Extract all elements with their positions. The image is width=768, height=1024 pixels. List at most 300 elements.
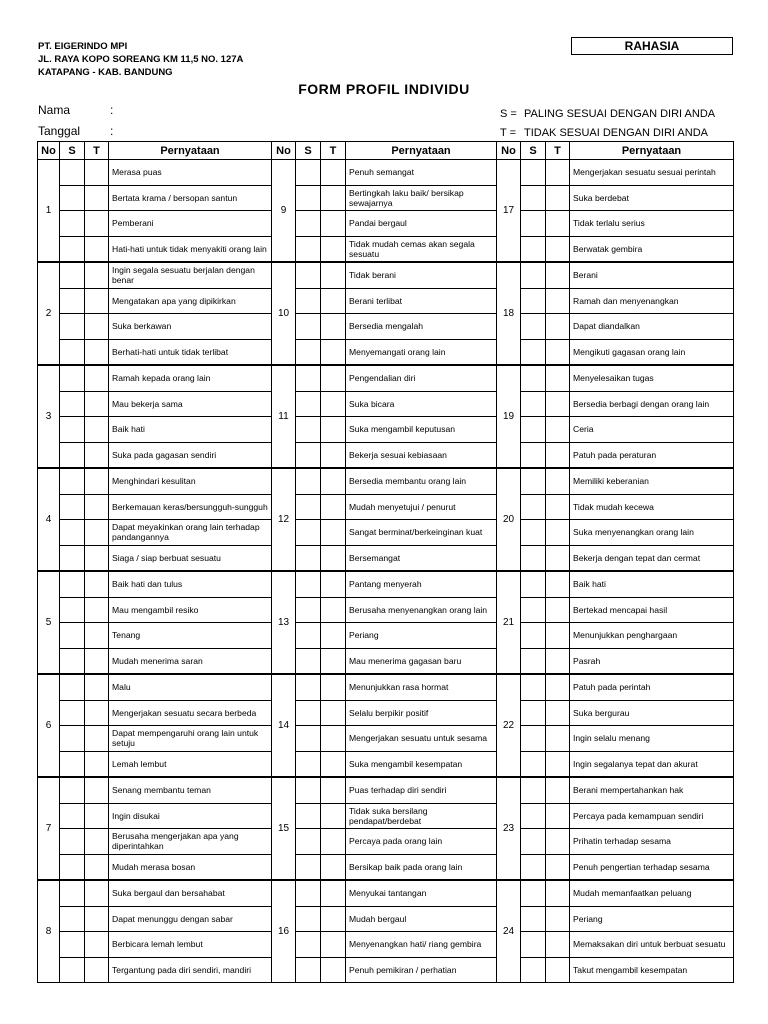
checkbox-t[interactable] — [321, 777, 346, 803]
statement-text: Berkemauan keras/bersungguh-sungguh — [109, 494, 272, 520]
checkbox-s[interactable] — [296, 623, 321, 649]
checkbox-t[interactable] — [546, 417, 570, 443]
checkbox-s[interactable] — [521, 906, 546, 932]
checkbox-t[interactable] — [85, 726, 109, 752]
checkbox-t[interactable] — [546, 726, 570, 752]
checkbox-t[interactable] — [321, 365, 346, 391]
checkbox-t[interactable] — [85, 880, 109, 906]
table-row — [38, 365, 734, 391]
checkbox-t[interactable] — [546, 803, 570, 829]
checkbox-t[interactable] — [546, 777, 570, 803]
checkbox-s[interactable] — [521, 442, 546, 468]
checkbox-s[interactable] — [521, 160, 546, 186]
checkbox-s[interactable] — [60, 777, 85, 803]
legend-t — [500, 127, 708, 139]
checkbox-s[interactable] — [296, 288, 321, 314]
statement-text: Senang membantu teman — [109, 777, 272, 803]
checkbox-s[interactable] — [60, 648, 85, 674]
checkbox-s[interactable] — [60, 854, 85, 880]
checkbox-t[interactable] — [546, 262, 570, 288]
checkbox-s[interactable] — [60, 365, 85, 391]
statement-text: Periang — [570, 906, 734, 932]
checkbox-s[interactable] — [521, 932, 546, 958]
checkbox-t[interactable] — [85, 160, 109, 186]
checkbox-s[interactable] — [296, 957, 321, 983]
checkbox-t[interactable] — [546, 391, 570, 417]
checkbox-s[interactable] — [521, 391, 546, 417]
checkbox-t[interactable] — [85, 777, 109, 803]
header-s: S — [521, 142, 546, 160]
table-row — [38, 520, 734, 546]
checkbox-t[interactable] — [85, 314, 109, 340]
checkbox-t[interactable] — [85, 365, 109, 391]
checkbox-t[interactable] — [85, 288, 109, 314]
checkbox-s[interactable] — [296, 597, 321, 623]
group-number: 24 — [497, 880, 521, 983]
checkbox-s[interactable] — [521, 236, 546, 262]
checkbox-s[interactable] — [521, 700, 546, 726]
checkbox-s[interactable] — [296, 262, 321, 288]
checkbox-s[interactable] — [60, 442, 85, 468]
checkbox-s[interactable] — [296, 906, 321, 932]
statement-text: Berani terlibat — [346, 288, 497, 314]
checkbox-t[interactable] — [321, 494, 346, 520]
checkbox-s[interactable] — [296, 339, 321, 365]
statement-text: Tenang — [109, 623, 272, 649]
checkbox-s[interactable] — [521, 597, 546, 623]
statement-text: Bertata krama / bersopan santun — [109, 185, 272, 211]
checkbox-t[interactable] — [85, 417, 109, 443]
checkbox-t[interactable] — [85, 751, 109, 777]
checkbox-s[interactable] — [60, 597, 85, 623]
checkbox-s[interactable] — [60, 674, 85, 700]
checkbox-t[interactable] — [85, 185, 109, 211]
tanggal-label: Tanggal — [38, 124, 81, 138]
header-no: No — [38, 142, 60, 160]
checkbox-t[interactable] — [546, 571, 570, 597]
statement-text: Siaga / siap berbuat sesuatu — [109, 545, 272, 571]
checkbox-t[interactable] — [321, 751, 346, 777]
company-address-line1: JL. RAYA KOPO SOREANG KM 11,5 NO. 127A — [38, 54, 244, 65]
checkbox-t[interactable] — [546, 339, 570, 365]
checkbox-s[interactable] — [296, 160, 321, 186]
checkbox-s[interactable] — [521, 880, 546, 906]
checkbox-s[interactable] — [296, 700, 321, 726]
checkbox-s[interactable] — [296, 751, 321, 777]
checkbox-t[interactable] — [546, 288, 570, 314]
checkbox-s[interactable] — [296, 494, 321, 520]
table-body — [38, 160, 734, 983]
group-number: 14 — [272, 674, 296, 777]
statement-text: Mudah memanfaatkan peluang — [570, 880, 734, 906]
statement-text: Bersedia berbagi dengan orang lain — [570, 391, 734, 417]
checkbox-t[interactable] — [546, 520, 570, 546]
checkbox-s[interactable] — [521, 211, 546, 237]
checkbox-t[interactable] — [321, 288, 346, 314]
group-number: 4 — [38, 468, 60, 571]
checkbox-s[interactable] — [60, 623, 85, 649]
checkbox-s[interactable] — [60, 236, 85, 262]
checkbox-s[interactable] — [60, 906, 85, 932]
table-row — [38, 571, 734, 597]
statement-text: Bersikap baik pada orang lain — [346, 854, 497, 880]
checkbox-s[interactable] — [521, 674, 546, 700]
checkbox-t[interactable] — [85, 854, 109, 880]
table-row — [38, 262, 734, 288]
checkbox-t[interactable] — [546, 854, 570, 880]
checkbox-s[interactable] — [60, 494, 85, 520]
statement-text: Berwatak gembira — [570, 236, 734, 262]
checkbox-s[interactable] — [521, 185, 546, 211]
checkbox-t[interactable] — [85, 545, 109, 571]
statement-text: Bekerja dengan tepat dan cermat — [570, 545, 734, 571]
tanggal-field[interactable] — [38, 124, 114, 138]
table-row — [38, 906, 734, 932]
checkbox-s[interactable] — [521, 726, 546, 752]
checkbox-t[interactable] — [321, 854, 346, 880]
legend-t-key: T = — [500, 127, 517, 139]
checkbox-s[interactable] — [296, 185, 321, 211]
checkbox-t[interactable] — [321, 339, 346, 365]
statement-text: Pantang menyerah — [346, 571, 497, 597]
checkbox-s[interactable] — [296, 880, 321, 906]
checkbox-s[interactable] — [296, 777, 321, 803]
statement-text: Periang — [346, 623, 497, 649]
statement-text: Ramah dan menyenangkan — [570, 288, 734, 314]
table-row — [38, 288, 734, 314]
checkbox-t[interactable] — [321, 211, 346, 237]
checkbox-t[interactable] — [321, 700, 346, 726]
checkbox-t[interactable] — [546, 236, 570, 262]
legend-s-text: PALING SESUAI DENGAN DIRI ANDA — [524, 108, 716, 120]
checkbox-s[interactable] — [296, 391, 321, 417]
group-number: 12 — [272, 468, 296, 571]
checkbox-t[interactable] — [321, 803, 346, 829]
statement-text: Baik hati — [109, 417, 272, 443]
checkbox-t[interactable] — [85, 494, 109, 520]
checkbox-s[interactable] — [60, 700, 85, 726]
statement-text: Berani — [570, 262, 734, 288]
table-row — [38, 391, 734, 417]
statement-text: Pandai bergaul — [346, 211, 497, 237]
checkbox-t[interactable] — [546, 211, 570, 237]
checkbox-t[interactable] — [321, 417, 346, 443]
statement-text: Bersedia membantu orang lain — [346, 468, 497, 494]
statement-text: Dapat menunggu dengan sabar — [109, 906, 272, 932]
group-number: 2 — [38, 262, 60, 365]
checkbox-s[interactable] — [60, 262, 85, 288]
checkbox-s[interactable] — [521, 339, 546, 365]
statement-text: Mengikuti gagasan orang lain — [570, 339, 734, 365]
checkbox-t[interactable] — [546, 880, 570, 906]
checkbox-s[interactable] — [60, 339, 85, 365]
checkbox-t[interactable] — [321, 545, 346, 571]
table-row — [38, 211, 734, 237]
checkbox-t[interactable] — [85, 520, 109, 546]
checkbox-s[interactable] — [521, 777, 546, 803]
statement-text: Berusaha mengerjakan apa yang diperintahkan — [109, 829, 272, 855]
checkbox-s[interactable] — [60, 880, 85, 906]
statement-text: Percaya pada kemampuan sendiri — [570, 803, 734, 829]
checkbox-t[interactable] — [321, 468, 346, 494]
checkbox-t[interactable] — [321, 520, 346, 546]
checkbox-s[interactable] — [60, 829, 85, 855]
checkbox-t[interactable] — [321, 262, 346, 288]
checkbox-s[interactable] — [296, 932, 321, 958]
checkbox-t[interactable] — [85, 442, 109, 468]
checkbox-t[interactable] — [546, 829, 570, 855]
checkbox-t[interactable] — [546, 442, 570, 468]
group-number: 8 — [38, 880, 60, 983]
table-row — [38, 623, 734, 649]
checkbox-s[interactable] — [296, 854, 321, 880]
group-number: 22 — [497, 674, 521, 777]
checkbox-t[interactable] — [321, 623, 346, 649]
checkbox-s[interactable] — [60, 571, 85, 597]
checkbox-t[interactable] — [321, 597, 346, 623]
group-number: 19 — [497, 365, 521, 468]
header-no: No — [272, 142, 296, 160]
checkbox-t[interactable] — [85, 803, 109, 829]
statement-text: Ingin disukai — [109, 803, 272, 829]
checkbox-t[interactable] — [321, 726, 346, 752]
checkbox-t[interactable] — [546, 545, 570, 571]
checkbox-t[interactable] — [85, 236, 109, 262]
checkbox-s[interactable] — [296, 829, 321, 855]
checkbox-t[interactable] — [85, 957, 109, 983]
statement-text: Tidak mudah kecewa — [570, 494, 734, 520]
table-row — [38, 854, 734, 880]
checkbox-t[interactable] — [321, 236, 346, 262]
checkbox-t[interactable] — [321, 674, 346, 700]
checkbox-t[interactable] — [85, 829, 109, 855]
checkbox-s[interactable] — [296, 520, 321, 546]
table-row — [38, 726, 734, 752]
checkbox-t[interactable] — [85, 391, 109, 417]
statement-text: Mau menerima gagasan baru — [346, 648, 497, 674]
statement-text: Tidak suka bersilang pendapat/berdebat — [346, 803, 497, 829]
checkbox-s[interactable] — [60, 391, 85, 417]
checkbox-s[interactable] — [296, 674, 321, 700]
checkbox-t[interactable] — [321, 314, 346, 340]
checkbox-s[interactable] — [60, 957, 85, 983]
statement-text: Baik hati dan tulus — [109, 571, 272, 597]
checkbox-t[interactable] — [85, 262, 109, 288]
checkbox-s[interactable] — [521, 803, 546, 829]
checkbox-s[interactable] — [296, 236, 321, 262]
checkbox-s[interactable] — [60, 520, 85, 546]
statement-text: Baik hati — [570, 571, 734, 597]
group-number: 18 — [497, 262, 521, 365]
checkbox-t[interactable] — [321, 880, 346, 906]
statement-text: Bertekad mencapai hasil — [570, 597, 734, 623]
checkbox-t[interactable] — [85, 932, 109, 958]
checkbox-t[interactable] — [546, 597, 570, 623]
checkbox-t[interactable] — [321, 648, 346, 674]
table-row — [38, 932, 734, 958]
checkbox-t[interactable] — [546, 700, 570, 726]
statement-text: Ramah kepada orang lain — [109, 365, 272, 391]
checkbox-t[interactable] — [321, 571, 346, 597]
statement-text: Malu — [109, 674, 272, 700]
checkbox-s[interactable] — [60, 932, 85, 958]
checkbox-s[interactable] — [296, 468, 321, 494]
checkbox-s[interactable] — [521, 829, 546, 855]
checkbox-t[interactable] — [85, 648, 109, 674]
checkbox-s[interactable] — [60, 468, 85, 494]
checkbox-s[interactable] — [521, 571, 546, 597]
checkbox-t[interactable] — [85, 571, 109, 597]
checkbox-t[interactable] — [546, 751, 570, 777]
checkbox-s[interactable] — [521, 854, 546, 880]
checkbox-s[interactable] — [296, 211, 321, 237]
table-row — [38, 442, 734, 468]
checkbox-s[interactable] — [60, 803, 85, 829]
checkbox-s[interactable] — [60, 751, 85, 777]
legend-t-text: TIDAK SESUAI DENGAN DIRI ANDA — [524, 127, 708, 139]
statement-text: Suka menyenangkan orang lain — [570, 520, 734, 546]
statement-text: Memaksakan diri untuk berbuat sesuatu — [570, 932, 734, 958]
checkbox-s[interactable] — [521, 468, 546, 494]
checkbox-t[interactable] — [546, 365, 570, 391]
checkbox-t[interactable] — [85, 468, 109, 494]
checkbox-t[interactable] — [546, 674, 570, 700]
statement-text: Merasa puas — [109, 160, 272, 186]
checkbox-t[interactable] — [321, 932, 346, 958]
checkbox-t[interactable] — [85, 906, 109, 932]
statement-text: Mau bekerja sama — [109, 391, 272, 417]
statement-text: Menyenangkan hati/ riang gembira — [346, 932, 497, 958]
checkbox-s[interactable] — [296, 648, 321, 674]
checkbox-s[interactable] — [60, 726, 85, 752]
checkbox-s[interactable] — [60, 211, 85, 237]
checkbox-s[interactable] — [521, 417, 546, 443]
checkbox-s[interactable] — [60, 314, 85, 340]
checkbox-t[interactable] — [85, 700, 109, 726]
statement-text: Suka bergurau — [570, 700, 734, 726]
checkbox-s[interactable] — [296, 545, 321, 571]
checkbox-t[interactable] — [546, 648, 570, 674]
checkbox-s[interactable] — [521, 365, 546, 391]
group-number: 1 — [38, 160, 60, 263]
checkbox-t[interactable] — [546, 906, 570, 932]
checkbox-t[interactable] — [546, 957, 570, 983]
group-number: 13 — [272, 571, 296, 674]
table-row — [38, 236, 734, 262]
statement-text: Menghindari kesulitan — [109, 468, 272, 494]
statement-text: Mengerjakan sesuatu sesuai perintah — [570, 160, 734, 186]
checkbox-t[interactable] — [546, 932, 570, 958]
form-title: FORM PROFIL INDIVIDU — [298, 81, 470, 97]
checkbox-s[interactable] — [521, 648, 546, 674]
statement-text: Suka mengambil keputusan — [346, 417, 497, 443]
checkbox-t[interactable] — [546, 623, 570, 649]
checkbox-s[interactable] — [521, 494, 546, 520]
group-number: 21 — [497, 571, 521, 674]
checkbox-t[interactable] — [546, 468, 570, 494]
checkbox-t[interactable] — [546, 185, 570, 211]
checkbox-t[interactable] — [546, 314, 570, 340]
checkbox-t[interactable] — [85, 339, 109, 365]
checkbox-s[interactable] — [296, 442, 321, 468]
checkbox-t[interactable] — [85, 623, 109, 649]
checkbox-s[interactable] — [60, 288, 85, 314]
checkbox-t[interactable] — [321, 906, 346, 932]
checkbox-t[interactable] — [546, 160, 570, 186]
checkbox-t[interactable] — [321, 185, 346, 211]
checkbox-s[interactable] — [60, 160, 85, 186]
table-row — [38, 700, 734, 726]
statement-text: Sangat berminat/berkeinginan kuat — [346, 520, 497, 546]
checkbox-s[interactable] — [60, 417, 85, 443]
checkbox-t[interactable] — [321, 160, 346, 186]
statement-table — [37, 141, 734, 983]
checkbox-s[interactable] — [296, 314, 321, 340]
statement-text: Mudah menerima saran — [109, 648, 272, 674]
table-row — [38, 751, 734, 777]
statement-text: Penuh semangat — [346, 160, 497, 186]
checkbox-s[interactable] — [296, 571, 321, 597]
group-number: 11 — [272, 365, 296, 468]
checkbox-t[interactable] — [85, 211, 109, 237]
statement-text: Dapat meyakinkan orang lain terhadap pandangannya — [109, 520, 272, 546]
checkbox-s[interactable] — [521, 751, 546, 777]
nama-field[interactable] — [38, 103, 114, 117]
statement-text: Patuh pada peraturan — [570, 442, 734, 468]
checkbox-t[interactable] — [321, 829, 346, 855]
statement-text: Tergantung pada diri sendiri, mandiri — [109, 957, 272, 983]
statement-text: Suka berkawan — [109, 314, 272, 340]
checkbox-s[interactable] — [521, 314, 546, 340]
statement-text: Mengerjakan sesuatu untuk sesama — [346, 726, 497, 752]
checkbox-s[interactable] — [521, 545, 546, 571]
checkbox-s[interactable] — [521, 288, 546, 314]
statement-text: Bekerja sesuai kebiasaan — [346, 442, 497, 468]
checkbox-s[interactable] — [296, 365, 321, 391]
header-pernyataan: Pernyataan — [109, 142, 272, 160]
checkbox-s[interactable] — [60, 185, 85, 211]
statement-text: Prihatin terhadap sesama — [570, 829, 734, 855]
statement-text: Percaya pada orang lain — [346, 829, 497, 855]
legend-s — [500, 108, 716, 120]
statement-text: Mudah menyetujui / penurut — [346, 494, 497, 520]
checkbox-s[interactable] — [521, 262, 546, 288]
table-row — [38, 957, 734, 983]
statement-text: Ingin segalanya tepat dan akurat — [570, 751, 734, 777]
checkbox-t[interactable] — [321, 391, 346, 417]
checkbox-s[interactable] — [60, 545, 85, 571]
statement-text: Selalu berpikir positif — [346, 700, 497, 726]
checkbox-s[interactable] — [296, 417, 321, 443]
checkbox-t[interactable] — [85, 597, 109, 623]
checkbox-s[interactable] — [521, 623, 546, 649]
checkbox-s[interactable] — [521, 957, 546, 983]
checkbox-s[interactable] — [296, 726, 321, 752]
statement-text: Mengatakan apa yang dipikirkan — [109, 288, 272, 314]
checkbox-s[interactable] — [296, 803, 321, 829]
checkbox-t[interactable] — [321, 957, 346, 983]
statement-text: Pengendalian diri — [346, 365, 497, 391]
statement-text: Berani mempertahankan hak — [570, 777, 734, 803]
table-row — [38, 160, 734, 186]
checkbox-s[interactable] — [521, 520, 546, 546]
statement-text: Ceria — [570, 417, 734, 443]
checkbox-t[interactable] — [546, 494, 570, 520]
header-s: S — [296, 142, 321, 160]
checkbox-t[interactable] — [85, 674, 109, 700]
checkbox-t[interactable] — [321, 442, 346, 468]
statement-text: Tidak berani — [346, 262, 497, 288]
